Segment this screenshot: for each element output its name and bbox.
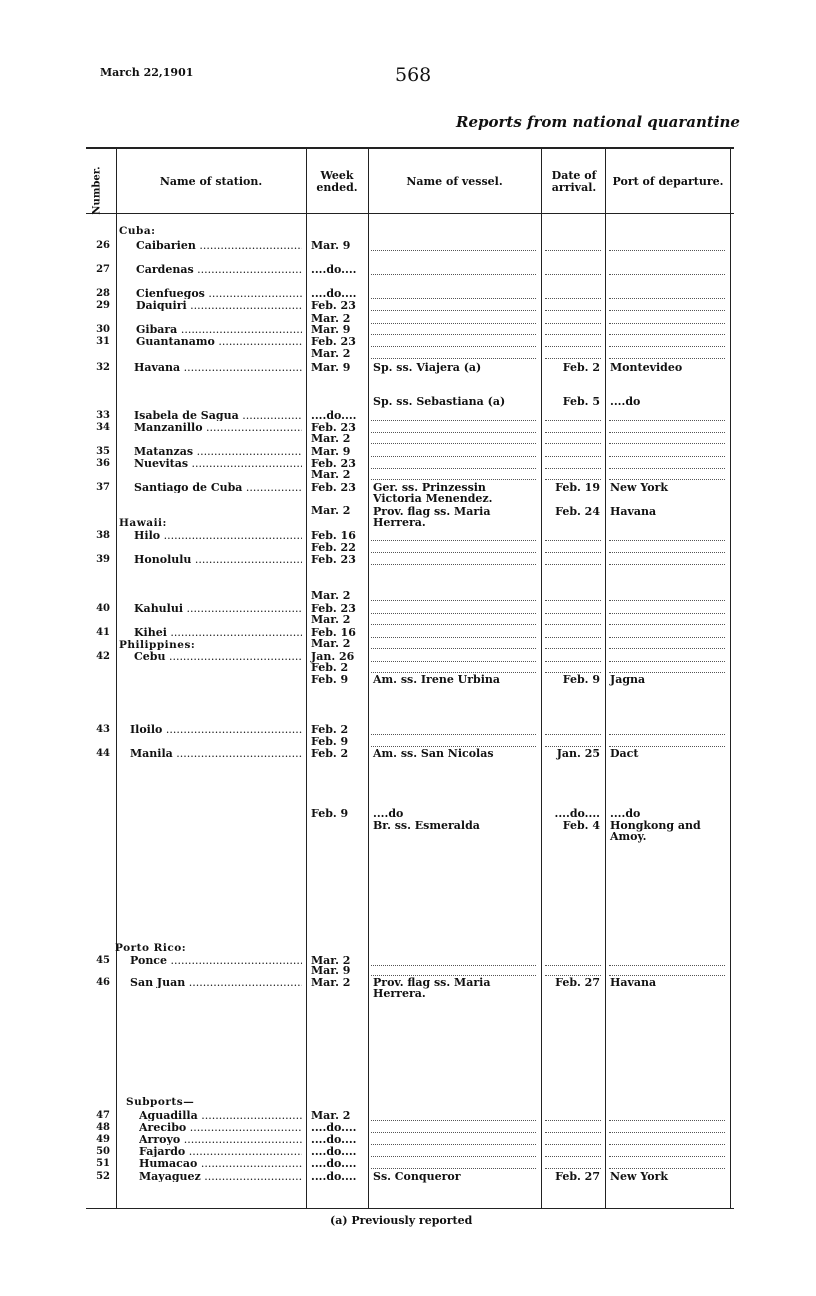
leader-dots [371,348,536,359]
leader-dots [545,300,601,311]
leader-dots [371,300,536,311]
week-entry: Feb. 2 [311,723,349,736]
week-entry: Feb. 16 [311,626,356,639]
leader-dots [545,240,601,251]
leader-dots [371,662,536,673]
week-entry: Mar. 2 [311,468,351,481]
station-name: Fajardo ..... [139,1146,302,1157]
arrival-date: Feb. 27 [555,976,600,989]
departure-port: Jagna [610,673,646,686]
week-entry: Feb. 23 [311,481,356,494]
leader-dots [609,965,725,976]
row-number: 45 [96,955,110,966]
week-entry: ....do.... [311,409,357,422]
column-header-week: Week ended. [316,169,358,194]
leader-dots [371,554,536,565]
station-name: Kihei ..... [134,627,302,638]
station-name: Guantanamo ..... [136,336,302,347]
departure-port: Hongkong and Amoy. [610,819,701,843]
leader-dots [609,458,725,469]
leader-dots [609,603,725,614]
row-number: 52 [96,1171,110,1182]
station-name: Isabela de Sagua ..... [134,410,302,421]
departure-port: New York [610,1170,669,1183]
row-number: 35 [96,446,110,457]
leader-dots [371,638,536,649]
row-number: 38 [96,530,110,541]
leader-dots [371,542,536,553]
leader-dots [545,736,601,747]
leader-dots [371,1158,536,1169]
week-entry: Feb. 2 [311,661,349,674]
week-entry: Feb. 9 [311,673,349,686]
departure-port: Havana [610,976,657,989]
leader-dots [609,1122,725,1133]
station-name: Cebu ..... [134,651,302,662]
page-date: March 22,1901 [100,66,194,79]
station-name: Aguadilla ..... [139,1110,302,1121]
week-entry: Feb. 16 [311,529,356,542]
leader-dots [545,469,601,480]
week-entry: Feb. 23 [311,553,356,566]
row-number: 47 [96,1110,110,1121]
departure-port: ....do [610,395,641,408]
section-cuba: Cuba: [119,225,156,237]
leader-dots [609,554,725,565]
station-name: Cienfuegos ..... [136,288,302,299]
leader-dots [609,1110,725,1121]
leader-dots [609,638,725,649]
arrival-date: Feb. 9 [562,673,600,686]
leader-dots [609,651,725,662]
week-entry: ....do.... [311,1145,357,1158]
leader-dots [371,433,536,444]
station-name: Gibara ..... [136,324,302,335]
arrival-date: Feb. 27 [555,1170,600,1183]
vessel-name: Am. ss. Irene Urbina [373,673,501,686]
row-number: 50 [96,1146,110,1157]
row-number: 31 [96,336,110,347]
station-name: Santiago de Cuba ..... [134,482,302,493]
station-name: Havana ..... [134,362,302,373]
week-entry: Mar. 9 [311,323,351,336]
leader-dots [545,614,601,625]
row-number: 26 [96,240,110,251]
station-name: Kahului ..... [134,603,302,614]
leader-dots [545,433,601,444]
leader-dots [371,603,536,614]
station-name: Humacao ..... [139,1158,302,1169]
leader-dots [609,348,725,359]
leader-dots [545,336,601,347]
leader-dots [545,422,601,433]
row-number: 46 [96,977,110,988]
leader-dots [545,1134,601,1145]
col-divider [605,148,606,1208]
column-header-vessel: Name of vessel. [406,175,503,188]
leader-dots [545,313,601,324]
arrival-date: Feb. 4 [562,819,600,832]
week-entry: Mar. 2 [311,347,351,360]
table-bottom-rule [86,1208,734,1209]
vessel-name: Sp. ss. Viajera (a) [373,361,482,374]
week-entry: Feb. 9 [311,807,349,820]
leader-dots [609,288,725,299]
row-number: 43 [96,724,110,735]
week-entry: Mar. 9 [311,239,351,252]
row-number: 48 [96,1122,110,1133]
leader-dots [545,530,601,541]
leader-dots [371,446,536,457]
week-entry: Mar. 2 [311,613,351,626]
leader-dots [545,627,601,638]
row-number: 37 [96,482,110,493]
leader-dots [609,724,725,735]
row-number: 40 [96,603,110,614]
week-entry: Mar. 2 [311,976,351,989]
week-entry: Mar. 2 [311,637,351,650]
departure-port: New York [610,481,669,494]
leader-dots [545,288,601,299]
footnote: (a) Previously reported [330,1214,473,1227]
week-entry: ....do.... [311,1133,357,1146]
row-number: 51 [96,1158,110,1169]
leader-dots [609,240,725,251]
section-philippines: Philippines: [119,639,196,651]
leader-dots [545,264,601,275]
leader-dots [371,458,536,469]
station-name: Arroyo ..... [139,1134,302,1145]
station-name: Arecibo ..... [139,1122,302,1133]
week-entry: Mar. 9 [311,445,351,458]
week-entry: Mar. 2 [311,504,351,517]
leader-dots [371,324,536,335]
leader-dots [609,736,725,747]
leader-dots [609,1158,725,1169]
leader-dots [609,542,725,553]
departure-port: ....do [610,807,641,820]
leader-dots [371,313,536,324]
week-entry: Feb. 9 [311,735,349,748]
leader-dots [609,422,725,433]
vessel-name: Ger. ss. Prinzessin Victoria Menendez. [373,481,493,505]
week-entry: Mar. 2 [311,312,351,325]
leader-dots [609,614,725,625]
leader-dots [371,264,536,275]
row-number: 41 [96,627,110,638]
leader-dots [609,590,725,601]
arrival-date: Feb. 5 [562,395,600,408]
leader-dots [609,433,725,444]
leader-dots [545,638,601,649]
departure-port: Dact [610,747,639,760]
vessel-name: ....do [373,807,404,820]
week-entry: Feb. 2 [311,747,349,760]
row-number: 49 [96,1134,110,1145]
week-entry: ....do.... [311,287,357,300]
page-number: 568 [395,64,432,86]
station-name: Manila ..... [130,748,302,759]
week-entry: Mar. 2 [311,432,351,445]
vessel-name: Prov. flag ss. Maria Herrera. [373,976,491,1000]
leader-dots [545,662,601,673]
leader-dots [609,662,725,673]
leader-dots [545,410,601,421]
row-number: 42 [96,651,110,662]
leader-dots [545,651,601,662]
week-entry: Feb. 23 [311,421,356,434]
leader-dots [609,530,725,541]
leader-dots [609,446,725,457]
row-number: 28 [96,288,110,299]
station-name: Mayaguez ..... [139,1171,302,1182]
leader-dots [371,1122,536,1133]
leader-dots [609,264,725,275]
leader-dots [371,240,536,251]
week-entry: ....do.... [311,263,357,276]
column-header-station: Name of station. [159,175,263,188]
departure-port: Montevideo [610,361,683,374]
running-title: Reports from national quarantine [456,113,740,131]
station-name: Honolulu ..... [134,554,302,565]
row-number: 36 [96,458,110,469]
vessel-name: Am. ss. San Nicolas [373,747,494,760]
station-name: Nuevitas ..... [134,458,302,469]
table-top-rule [86,147,734,149]
week-entry: ....do.... [311,1121,357,1134]
section-subports: Subports— [126,1096,195,1108]
leader-dots [609,469,725,480]
col-divider [730,148,731,1208]
leader-dots [545,446,601,457]
leader-dots [609,313,725,324]
station-name: Daiquiri ..... [136,300,302,311]
leader-dots [609,1134,725,1145]
week-entry: ....do.... [311,1157,357,1170]
leader-dots [545,348,601,359]
leader-dots [545,542,601,553]
arrival-date: Feb. 24 [555,505,600,518]
vessel-name: Prov. flag ss. Maria Herrera. [373,505,491,529]
leader-dots [371,469,536,480]
leader-dots [371,288,536,299]
station-name: Caibarien ..... [136,240,302,251]
week-entry: Mar. 9 [311,361,351,374]
week-entry: Feb. 23 [311,602,356,615]
station-name: Iloilo ..... [130,724,302,735]
week-entry: Mar. 2 [311,589,351,602]
leader-dots [609,300,725,311]
week-entry: Feb. 23 [311,335,356,348]
leader-dots [545,1122,601,1133]
col-divider [116,148,117,1208]
row-number: 34 [96,422,110,433]
section-porto-rico: Porto Rico: [115,942,187,954]
row-number: 27 [96,264,110,275]
leader-dots [545,590,601,601]
leader-dots [371,1146,536,1157]
week-entry: Mar. 9 [311,964,351,977]
leader-dots [609,1146,725,1157]
column-header-departure: Port of departure. [612,175,724,188]
leader-dots [371,410,536,421]
leader-dots [609,324,725,335]
week-entry: Mar. 2 [311,954,351,967]
row-number: 32 [96,362,110,373]
leader-dots [371,1134,536,1145]
row-number: 44 [96,748,110,759]
week-entry: Jan. 26 [311,650,355,663]
leader-dots [371,422,536,433]
station-name: Ponce ..... [130,955,302,966]
week-entry: ....do.... [311,1170,357,1183]
vessel-name: Sp. ss. Sebastiana (a) [373,395,506,408]
col-divider [541,148,542,1208]
header-bottom-rule [86,213,734,214]
week-entry: Feb. 22 [311,541,356,554]
row-number: 39 [96,554,110,565]
leader-dots [545,554,601,565]
leader-dots [371,336,536,347]
leader-dots [545,1110,601,1121]
arrival-date: ....do.... [554,807,600,820]
arrival-date: Feb. 19 [555,481,600,494]
week-entry: Mar. 2 [311,1109,351,1122]
column-header-arrival: Date of arrival. [551,169,597,194]
leader-dots [545,324,601,335]
station-name: Matanzas ..... [134,446,302,457]
leader-dots [609,410,725,421]
leader-dots [545,603,601,614]
station-name: San Juan ..... [130,977,302,988]
leader-dots [545,724,601,735]
row-number: 30 [96,324,110,335]
leader-dots [371,736,536,747]
leader-dots [545,458,601,469]
station-name: Manzanillo ..... [134,422,302,433]
leader-dots [371,530,536,541]
leader-dots [609,336,725,347]
section-hawaii: Hawaii: [119,517,167,529]
leader-dots [371,1110,536,1121]
leader-dots [371,590,536,601]
week-entry: Feb. 23 [311,299,356,312]
leader-dots [545,965,601,976]
vessel-name: Br. ss. Esmeralda [373,819,480,832]
row-number: 29 [96,300,110,311]
leader-dots [371,965,536,976]
column-header-number: Number. [91,166,103,215]
row-number: 33 [96,410,110,421]
leader-dots [545,1158,601,1169]
leader-dots [371,614,536,625]
arrival-date: Feb. 2 [562,361,600,374]
leader-dots [545,1146,601,1157]
leader-dots [609,627,725,638]
leader-dots [371,724,536,735]
arrival-date: Jan. 25 [556,747,600,760]
station-name: Hilo ..... [134,530,302,541]
week-entry: Feb. 23 [311,457,356,470]
leader-dots [371,627,536,638]
departure-port: Havana [610,505,657,518]
station-name: Cardenas ..... [136,264,302,275]
leader-dots [371,651,536,662]
col-divider [306,148,307,1208]
col-divider [368,148,369,1208]
vessel-name: Ss. Conqueror [373,1170,461,1183]
